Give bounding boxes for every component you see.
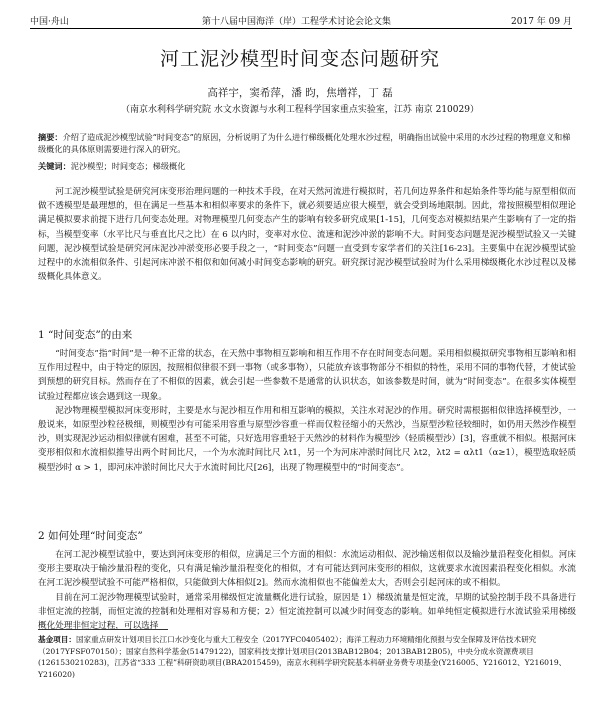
intro-section bbox=[38, 185, 576, 284]
section-1-paragraph-2: 泥沙物理模型模拟河床变形时，主要是水与泥沙相互作用和相互影响的模拟，关注水对泥沙的作用。研究时需根据相似律选择模型沙，一般说来，如原型沙粒径极细，则模型沙有可能采用容重与原型沙容重一样而仅粒径缩小的天然沙，当原型沙粒径较细时，如仍用天然沙作模型沙，则实现泥沙运动相似律就有困难，甚至不可能，只好选用容重轻于天然沙的材料作为模型沙（轻质模型沙）[3]，容重就不相似。根据河床变形相似和水流相似推导出两个时间比尺，一个为水流时间比尺 λt1，另一个为河床冲淤时间比尺 λt2，λt2 = αλt1（α≥1），模型选取轻质模型沙时 α > 1，即河床冲淤时间比尺大于水流时间比尺[26]，出现了物理模型中的“时间变态”。 bbox=[38, 405, 576, 473]
section-heading-1: 1 “时间变态”的由来 bbox=[38, 329, 133, 341]
affiliation: （南京水利科学研究院 水文水资源与水利工程科学国家重点实验室，江苏 南京 210029） bbox=[121, 105, 479, 115]
authors: 高祥宇，窦希萍，潘 昀，焦增祥，丁 磊 bbox=[207, 87, 393, 99]
abstract bbox=[38, 131, 576, 155]
abstract-label: 摘要： bbox=[38, 132, 63, 142]
funding-footnote bbox=[38, 634, 576, 680]
header-proceedings: 第十八届中国海洋（岸）工程学术讨论会论文集 bbox=[202, 17, 392, 27]
header-date: 2017 年 09 月 bbox=[511, 17, 572, 27]
section-2-paragraph-2: 目前在河工泥沙物理模型试验时，通常采用梯级恒定流量概化进行试验，原因是 1）梯级流量是恒定流，早期的试验控制手段不具备进行非恒定流的控制，而恒定流的控制和处理相对容易和方便；2）恒定流控制可以减少时间变态的影响。如单纯恒定模拟进行水流试验采用梯级概化处理非恒定过程，可以选择 bbox=[38, 592, 576, 632]
section-2-paragraph-1: 在河工泥沙模型试验中，要达到河床变形的相似，应满足三个方面的相似：水流运动相似、泥沙输送相似以及输沙量沿程变化相似。河床变形主要取决于输沙量沿程的变化，只有满足输沙量沿程变化的相似，才有可能达到河床变形的相似，这就要求水流因素沿程变化相似。水流在河工泥沙模型试验不可能严格相似，只能做到大体相似[2]。然而水流相似也不能偏差太大，否则会引起河床的或不相似。 bbox=[38, 550, 576, 589]
keywords-label: 关键词： bbox=[38, 161, 71, 171]
section-heading-2: 2 如何处理“时间变态” bbox=[38, 530, 143, 542]
footnote-divider bbox=[38, 629, 168, 630]
keywords bbox=[38, 160, 576, 172]
footnote-label: 基金项目： bbox=[38, 635, 76, 644]
section-1-paragraph-1: “时间变态”指“时间”是一种不正常的状态，在天然中事物相互影响和相互作用不存在时间变态问题。采用相似模拟研究事物相互影响和相互作用过程中，由于特定的原因，按照相似律很不到一事物（或多事物），只能放弃该事物部分不相似的特性，采用不同的事物代替，才使试验到预想的研究目标。然而存在了不相似的因素，就会引起一些参数不是通常的认识状态，如该参数是时间，就为“时间变态”。在很多实体模型试验过程都应该会遇到这一现象。 bbox=[38, 349, 576, 402]
keywords-text: 泥沙模型；时间变态；梯级概化 bbox=[70, 161, 186, 171]
footnote-text: 国家重点研发计划项目长江口水沙变化与重大工程安全（2017YFC0405402）；海洋工程动力环境精细化预报与安全保障及评估技术研究（2017YFSF070150）；国家自然科学基金(51479122)，国家科技支撑计划项目(2013BAB12B04；2013BAB12B05)，中央分成水资源费项目(1261530210283)，江苏省“333 工程”科研资助项目(BRA2015459)，南京水利科学研究院基本科研业务费专项基金(Y216005、Y216012、Y216019、Y216020) bbox=[38, 635, 567, 679]
header-location: 中国·舟山 bbox=[30, 17, 69, 27]
running-header bbox=[30, 12, 572, 29]
abstract-text: 介绍了造成泥沙模型试验“时间变态”的原因，分析说明了为什么进行梯级概化处理水沙过程，明确指出试验中采用的水沙过程的物理意义和梯级概化的具体原则需要进行深入的研究。 bbox=[38, 132, 571, 154]
paper-title: 河工泥沙模型时间变态问题研究 bbox=[159, 48, 440, 70]
intro-paragraph: 河工泥沙模型试验是研究河床变形治理问题的一种技术手段，在对天然河流进行模拟时，若几何边界条件和起始条件等均能与原型相似而做不透模型是最理想的，但在满足一些基本和相似率要求的条件下，就必须要适应很大模型，就会受到场地限制。因此，常按照模型相似理论满足模拟要求前提下进行几何变态处理。对物理模型几何变态产生的影响有较多研究成果[1-15]，几何变态对模拟结果产生影响有了一定的指标，当模型变率（水平比尺与垂直比尺之比）在 6 以内时，变率对水位、流速和泥沙冲淤的影响不大。时间变态问题是泥沙模型试验又一关键问题，泥沙模型试验是研究河床泥沙冲淤变形必要手段之一，“时间变态”问题一直受到专家学者们的关注[16-23]。主要集中在泥沙模型试验过程中的水流相似条件、引起河床冲淤不相似和如何减小时间变态影响的研究。研究探讨泥沙模型试验时为什么采用梯级概化水沙过程以及梯级概化具体意义。 bbox=[38, 187, 576, 283]
section-2-body bbox=[38, 548, 576, 633]
section-1-body bbox=[38, 347, 576, 475]
